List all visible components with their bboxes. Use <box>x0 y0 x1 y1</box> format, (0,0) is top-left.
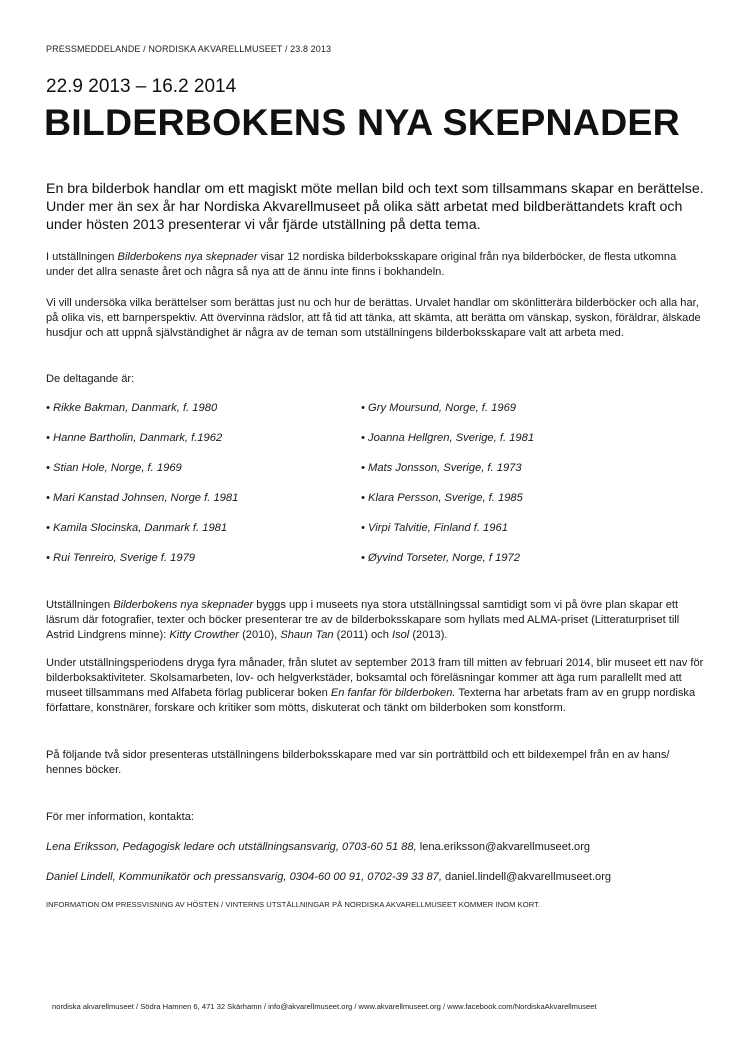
participant-item: • Rikke Bakman, Danmark, f. 1980 <box>46 402 218 414</box>
participant-item: • Virpi Talvitie, Finland f. 1961 <box>361 522 508 534</box>
book-title-italic: En fanfar för bilderboken. <box>330 687 456 699</box>
participant-item: • Joanna Hellgren, Sverige, f. 1981 <box>361 432 535 444</box>
email-link[interactable]: daniel.lindell@akvarellmuseet.org <box>441 871 612 883</box>
participants-left-column <box>46 401 366 581</box>
contact-lena: Lena Eriksson, Pedagogisk ledare och utställningsansvarig, 0703-60 51 88, lena.eriksson@akvarellmuseet.org <box>46 841 591 853</box>
exhibition-title-italic: Bilderbokens nya skepnader <box>117 251 258 263</box>
contact-intro: För mer information, kontakta: <box>46 811 194 823</box>
page-title: BILDERBOKENS NYA SKEPNADER <box>44 101 680 143</box>
participant-item: • Rui Tenreiro, Sverige f. 1979 <box>46 552 196 564</box>
participant-item: • Øyvind Torseter, Norge, f 1972 <box>361 552 520 564</box>
lead-paragraph: En bra bilderbok handlar om ett magiskt möte mellan bild och text som tillsammans skapar en berättelse. Under mer än sex år har Nordiska Akvarellmuseet på olika sätt arbetat med bildberättandets kraft och under hösten 2013 presenterar vi vår fjärde utställning på detta tema. <box>46 181 704 233</box>
participant-item: • Kamila Slocinska, Danmark f. 1981 <box>46 522 228 534</box>
participant-item: • Hanne Bartholin, Danmark, f.1962 <box>46 432 223 444</box>
participant-item: • Mats Jonsson, Sverige, f. 1973 <box>361 462 522 474</box>
intro-paragraph: I utställningen Bilderbokens nya skepnader visar 12 nordiska bilderboksskapare original från nya bilderböcker, de flesta utkomna under det allra senaste året och några så nya att de ännu inte finns i bokhandeln. <box>46 251 677 278</box>
participant-item: • Stian Hole, Norge, f. 1969 <box>46 462 182 474</box>
participants-right-column <box>361 401 701 581</box>
participant-item: • Mari Kanstad Johnsen, Norge f. 1981 <box>46 492 239 504</box>
participant-item: • Gry Moursund, Norge, f. 1969 <box>361 402 517 414</box>
following-pages-paragraph: På följande två sidor presenteras utställningens bilderboksskapare med var sin porträttbild och ett bildexempel från en av hans/ hennes böcker. <box>46 749 670 776</box>
activities-paragraph: Under utställningsperiodens dryga fyra månader, från slutet av september 2013 fram till mitten av februari 2014, blir museet ett nav för bilderboksaktiviteter. Skolsamarbeten, lov- och helgverkstäder, boksamtal och föreläsningar kommer att äga rum parallellt med att museet tillsammans med Alfabeta förlag publicerar boken En fanfar för bilderboken. Texterna har arbetats fram av en grupp nordiska författare, konstnärer, forskare och kritiker som mötts, diskuterat och tänkt om bilderboken som konstform. <box>46 657 704 714</box>
footer-address: nordiska akvarellmuseet / Södra Hamnen 6, 471 32 Skärhamn / info@akvarellmuseet.org / www.akvarellmuseet.org / www.facebook.com/NordiskaAkvarellmuseet <box>52 1002 597 1011</box>
themes-paragraph: Vi vill undersöka vilka berättelser som berättas just nu och hur de berättas. Urvalet handlar om skönlitterära bilderböcker och alla har, på olika vis, ett barnperspektiv. Att övervinna rädslor, att få tid att tänka, att skämta, att berätta om vänskap, syskon, föräldrar, älskade husdjur och att uppnå självständighet är några av de teman som utställningens bilderboksskapare valt att arbeta med. <box>46 297 701 339</box>
press-header: PRESSMEDDELANDE / NORDISKA AKVARELLMUSEET / 23.8 2013 <box>46 44 332 54</box>
email-link[interactable]: lena.eriksson@akvarellmuseet.org <box>416 841 591 853</box>
reading-room-paragraph: Utställningen Bilderbokens nya skepnader byggs upp i museets nya stora utställningssal samtidigt som vi på övre plan skapar ett läsrum där fotografier, texter och böcker presenterar tre av de bilderboksskapare som hyllats med ALMA-priset (Litteraturpriset till Astrid Lindgrens minne): Kitty Crowther (2010), Shaun Tan (2011) och Isol (2013). <box>46 599 680 641</box>
pressvisning-notice: INFORMATION OM PRESSVISNING AV HÖSTEN / VINTERNS UTSTÄLLNINGAR PÅ NORDISKA AKVARELLMUSEET KOMMER INOM KORT. <box>46 900 541 909</box>
participants-intro: De deltagande är: <box>46 373 135 385</box>
participant-item: • Klara Persson, Sverige, f. 1985 <box>361 492 523 504</box>
exhibition-dates: 22.9 2013 – 16.2 2014 <box>46 76 237 97</box>
contact-daniel: Daniel Lindell, Kommunikatör och pressansvarig, 0304-60 00 91, 0702-39 33 87, daniel.lindell@akvarellmuseet.org <box>46 871 612 883</box>
